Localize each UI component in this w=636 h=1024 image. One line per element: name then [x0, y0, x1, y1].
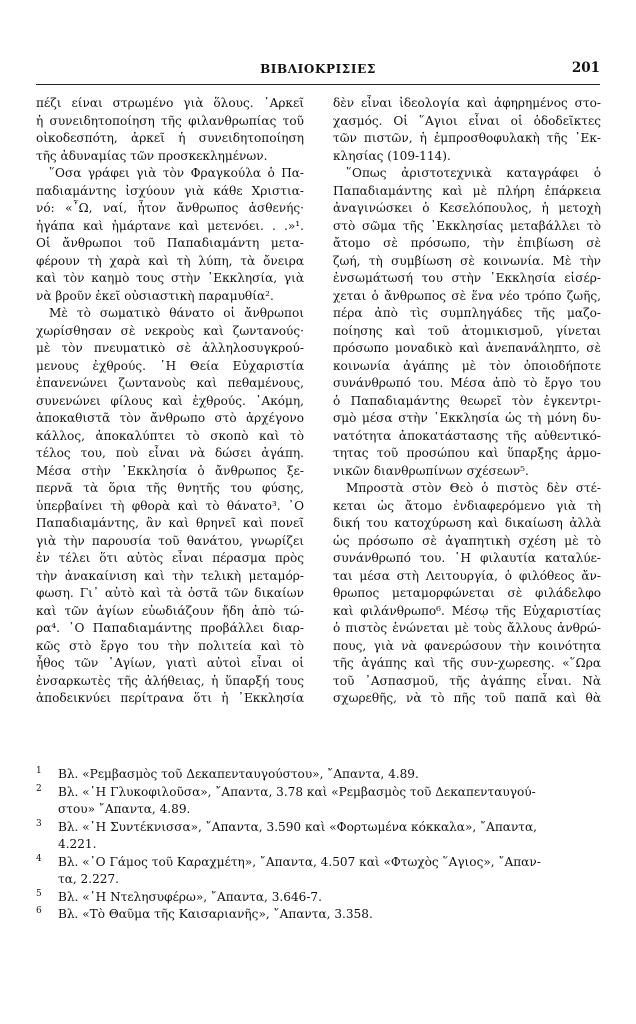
text-line: μὲ τὸν πνευματικὸ σὲ ἀλληλοσυγκρού- [36, 341, 304, 355]
text-line: τῆς ἀδυναμίας τῶν προσκεκλημένων. [36, 148, 268, 163]
text-line: καὶ φιλάνθρωπο⁶. Μέσῳ τῆς Εὐχαριστίας [333, 603, 601, 618]
left-column [36, 95, 304, 708]
footnote-text: Βλ. «Τὸ Θαῦμα τῆς Καισαριανῆς», ῎Απαντα, 3.358. [58, 907, 373, 921]
footnote [36, 819, 602, 837]
text-line: ὁ πιστὸς ἑνώνεται μὲ τοὺς ἄλλους ἀνθρώ- [333, 621, 601, 635]
footnote-text: Βλ. «῾Η Γλυκοφιλοῦσα», ῎Απαντα, 3.78 καὶ «Ρεμβασμὸς τοῦ Δεκαπενταυγού- [58, 784, 536, 799]
footnote [36, 906, 602, 924]
text-line: ὡς πρόσωπο σὲ ἀγαπητικὴ σχέση μὲ τὸ [333, 533, 601, 548]
text-line: τὴν ἀνακαίνιση καὶ τὴν τελικὴ μεταμόρ- [36, 568, 304, 583]
text-line: ποίησης καὶ τοῦ ἀτομικισμοῦ, γίνεται [333, 323, 601, 338]
text-line: ζωή, τὴ συμβίωση σὲ κοινωνία. Μὲ τὴν [333, 253, 601, 268]
text-line: στὸ σῶμα τῆς ᾿Εκκλησίας μεταβάλλει τὸ [333, 218, 601, 233]
text-line: σμὸ μέσα στὴν ᾿Εκκλησία ὡς τὴ μόνη δυ- [333, 411, 601, 425]
footnotes [36, 766, 602, 924]
footnote-text: Βλ. «῾Η Συντέκνισσα», ῎Απαντα, 3.590 καὶ «Φορτωμένα κόκκαλα», ῎Απαντα, [58, 819, 538, 834]
footnote [36, 889, 602, 907]
text-line: χωρίσθησαν σὲ νεκροὺς καὶ ζωντανούς· [36, 323, 304, 338]
text-line: πρόσωπο μοναδικὸ καὶ ἀνεπανάληπτο, σὲ [333, 341, 601, 355]
text-line: καὶ τῶν ἁγίων εὐωδιάζουν ἤδη ἀπὸ τώ- [36, 603, 304, 618]
text-line: ὑπερβαίνει τὴ φθορὰ καὶ τὸ θάνατο³. ᾿Ο [36, 498, 304, 513]
running-title: ΒΙΒΛΙΟΚΡΙΣΙΕΣ [260, 62, 376, 76]
footnote-number: 5 [36, 888, 42, 899]
text-line: καὶ τὸν καημὸ τους στὴν ᾿Εκκλησία, γιὰ [36, 271, 304, 285]
text-line: θρωπος μεταμορφώνεται σὲ φιλάδελφο [333, 586, 601, 600]
footnote [36, 836, 602, 854]
text-line: Μὲ τὸ σωματικὸ θάνατο οἱ ἄνθρωποι [49, 306, 304, 320]
text-line: μενους ἐχθρούς. ῾Η Θεία Εὐχαριστία [36, 358, 304, 373]
text-line: χεται ὁ ἄνθρωπος σὲ ἕνα νέο τρόπο ζωῆς, [333, 288, 601, 303]
text-line: ὁ Παπαδιαμάντης θεωρεῖ τὸν ἐγκεντρι- [333, 393, 601, 408]
text-line: ἠγάπα καὶ ἡμάρτανε καὶ μετενόει. . .»¹. [36, 218, 304, 233]
text-line: νικῶν διανθρωπίνων σχέσεων⁵. [333, 463, 529, 478]
text-line: πέρα ἀπὸ τὶς συμπληγάδες τῆς μαζο- [333, 306, 601, 320]
footnote-text: Βλ. «῾Η Ντελησυφέρω», ῎Απαντα, 3.646-7. [58, 889, 322, 904]
footnote-text: στου» ῎Απαντα, 4.89. [58, 802, 191, 816]
right-column [333, 95, 601, 708]
text-line: τέλος του, ποὺ εἶναι νὰ δώσει ἀγάπη. [36, 446, 304, 460]
text-line: φέρουν τὴ χαρὰ καὶ τὴ λύπη, τὰ ὄνειρα [36, 253, 304, 268]
text-line: οἰκοδεσπότη, ἀρκεῖ ἡ συνειδητοποίηση [36, 131, 304, 145]
text-line: ῞Οπως ἀριστοτεχνικὰ καταγράφει ὁ [346, 166, 601, 180]
text-line: τῆς ἀγάπης καὶ τῆς συν-χωρεσης. «῞Ωρα [333, 656, 601, 670]
text-line: περνᾶ τὰ ὅρια τῆς θνητῆς του φύσης, [36, 481, 304, 495]
text-line: συνάνθρωπό του. Μέσα ἀπὸ τὸ ἔργο του [333, 376, 601, 390]
footnote [36, 871, 602, 889]
text-line: συνενώνει φίλους καὶ ἐχθρούς. ᾿Ακόμη, [36, 393, 304, 408]
text-line: ἐν τέλει ὅτι αὐτὸς εἶναι πέρασμα πρὸς [36, 551, 304, 565]
text-line: Οἱ ἄνθρωποι τοῦ Παπαδιαμάντη μετα- [36, 236, 304, 250]
text-line: ῞Οσα γράφει γιὰ τὸν Φραγκούλα ὁ Πα- [49, 166, 304, 180]
text-line: Παπαδιαμάντης, ἂν καὶ θρηνεῖ καὶ πονεῖ [36, 516, 304, 530]
text-line: ἀναγινώσκει ὁ Κεσελόπουλος, ἡ μετοχὴ [333, 201, 601, 215]
footnote-number: 3 [36, 818, 42, 829]
text-line: δική του κατοχύρωση καὶ δικαίωση ἀλλὰ [333, 516, 601, 530]
footnote [36, 854, 602, 872]
text-line: φωση. Γι᾿ αὐτὸ καὶ τὰ ὀστᾶ τῶν δικαίων [36, 586, 304, 600]
footnote-text: Βλ. «᾿Ο Γάμος τοῦ Καραχμέτη», ῎Απαντα, 4.507 καὶ «Φτωχὸς ῞Αγιος», ῎Απαν- [58, 854, 541, 869]
footnote-text: τα, 2.227. [58, 872, 120, 886]
text-line: ἐνσωμάτωσή του στὴν ᾿Εκκλησία εἰσέρ- [333, 271, 601, 285]
text-line: ται μέσα στὴ Λειτουργία, ὁ φιλόθεος ἄν- [333, 568, 601, 583]
text-line: σχωρεθῆς, νὰ τὸ πῆς τοῦ παπᾶ καὶ θὰ [333, 691, 601, 705]
footnote-text: Βλ. «Ρεμβασμὸς τοῦ Δεκαπενταυγούστου», ῎Απαντα, 4.89. [58, 767, 419, 781]
text-line: χασμός. Οἱ ῞Αγιοι εἶναι οἱ ὁδοδεῖκτες [333, 113, 601, 128]
text-line: Μέσα στὴν ᾿Εκκλησία ὁ ἄνθρωπος ξε- [36, 463, 304, 478]
text-line: τοῦ ᾿Ασπασμοῦ, τῆς ἀγάπης εἶναι. Νὰ [333, 673, 601, 688]
text-line: κλησίας (109-114). [333, 148, 451, 163]
text-line: ἐπανενώνει ζωντανοὺς καὶ πεθαμένους, [36, 376, 304, 390]
text-line: νὰ βροῦν ἐκεῖ οὐσιαστικὴ παραμυθία². [36, 288, 274, 303]
text-line: Μπροστὰ στὸν Θεὸ ὁ πιστὸς δὲν στέ- [346, 481, 601, 495]
text-line: ρα⁴. ᾿Ο Παπαδιαμάντης προβάλλει διαρ- [36, 621, 304, 635]
text-line: γιὰ τὴν παρουσία τοῦ θανάτου, γνωρίζει [36, 533, 304, 548]
footnote-number: 4 [36, 853, 42, 864]
text-line: ἀποδεικνύει περίτρανα ὅτι ἡ ᾿Εκκλησία [36, 691, 304, 705]
header-rule [36, 84, 600, 85]
text-line: παδιαμάντης ἰσχύουν γιὰ κάθε Χριστια- [36, 183, 304, 198]
text-line: κεται ὡς ἄτομο ἐνδιαφερόμενο γιὰ τὴ [333, 498, 601, 513]
footnote-text: 4.221. [58, 837, 97, 851]
text-line: ἐνσαρκωτὲς τῆς ἀλήθειας, ἡ ὕπαρξή τους [36, 673, 304, 688]
text-line: ἄτομο σὲ πρόσωπο, τὴν ἐπιβίωση σὲ [333, 236, 601, 250]
text-line: ἦθος τῶν ῾Αγίων, γιατὶ αὐτοὶ εἶναι οἱ [36, 656, 304, 670]
text-line: νατότητα ἀποκατάστασης τῆς αὐθεντικό- [333, 428, 601, 443]
text-line: πους, γιὰ νὰ φανερώσουν τὴν κοινότητα [333, 638, 601, 653]
text-line: πέζι είναι στρωμένο γιὰ ὅλους. ᾿Αρκεῖ [36, 96, 304, 110]
text-line: κοινωνία ἀγάπης μὲ τὸν ὁποιοδήποτε [333, 358, 601, 373]
text-line: τῶν πιστῶν, ἡ ἐμπροσθοφυλακὴ τῆς ᾿Εκ- [333, 131, 601, 145]
footnote-number: 6 [36, 906, 42, 916]
footnote [36, 766, 602, 784]
text-line: Παπαδιαμάντης καὶ μὲ πλήρη ἐπάρκεια [333, 183, 601, 198]
text-line: ἡ συνειδητοποίηση τῆς φιλανθρωπίας τοῦ [36, 113, 304, 128]
footnote [36, 801, 602, 819]
text-line: κάλλος, ἀποκαλύπτει τὸ σκοπὸ καὶ τὸ [36, 428, 304, 443]
text-line: κῶς στὸ ἔργο του τὴν πολιτεία καὶ τὸ [36, 638, 304, 653]
footnote-number: 1 [36, 766, 42, 776]
text-line: νό: «῏Ω, ναί, ἦτον ἄνθρωπος ἀσθενής· [36, 201, 304, 215]
text-line: τητας τοῦ προσώπου καὶ ὕπαρξης ἁρμο- [333, 446, 601, 460]
page-number: 201 [571, 60, 600, 76]
text-line: συνάνθρωπό του. ῾Η φιλαυτία καταλύε- [333, 551, 601, 565]
text-line: ἀποκαθιστᾶ τὸν ἄνθρωπο στὸ ἀρχέγονο [36, 411, 304, 425]
page-header [36, 60, 600, 82]
footnote [36, 784, 602, 802]
footnote-number: 2 [36, 783, 42, 794]
text-line: δὲν εἶναι ἰδεολογία καὶ ἀφηρημένος στο- [333, 96, 601, 110]
